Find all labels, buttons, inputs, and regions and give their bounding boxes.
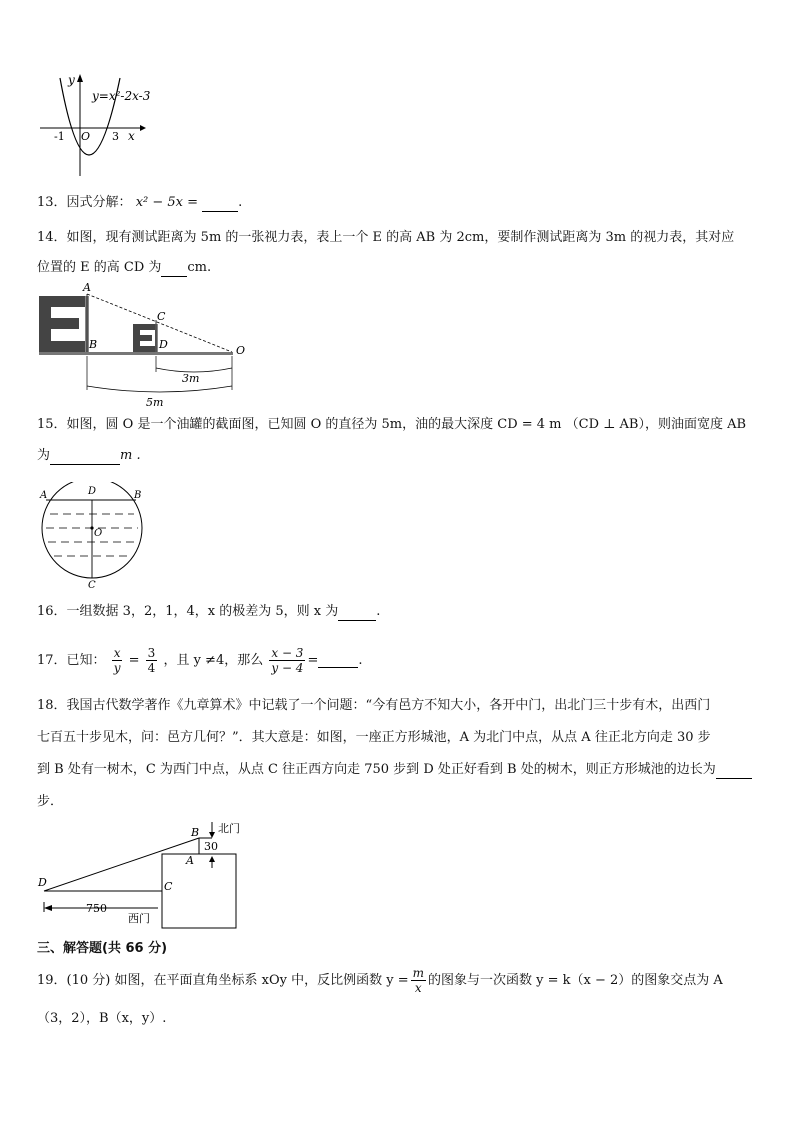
q17-tail: = xyxy=(307,653,319,668)
tick-neg1: -1 xyxy=(54,130,65,143)
city-dist-30: 30 xyxy=(204,840,218,853)
q17-fraction-expr: $\frac{x - 3}{y - 4}$ xyxy=(271,646,304,675)
oil-tank-figure xyxy=(36,482,152,590)
q18-answer-blank[interactable] xyxy=(716,764,752,779)
city-label-B: B xyxy=(191,826,200,839)
question-15-line1: 15．如图，圆 O 是一个油罐的截面图，已知圆 O 的直径为 5m，油的最大深度 CD = 4 m （CD ⊥ AB），则油面宽度 AB xyxy=(37,417,747,432)
tank-label-C: C xyxy=(88,580,96,590)
question-14-line1: 14．如图，现有测试距离为 5m 的一张视力表，表上一个 E 的高 AB 为 2cm，要制作测试距离为 3m 的视力表，其对应 xyxy=(37,230,735,245)
eye-label-O: O xyxy=(236,344,246,357)
parabola-equation: y=x²-2x-3 xyxy=(92,89,151,103)
q14-answer-blank[interactable] xyxy=(161,262,187,277)
q16-suffix: . xyxy=(376,604,381,619)
question-17 xyxy=(37,644,363,680)
tank-label-O: O xyxy=(94,528,103,539)
q19-prefix: 19．(10 分) 如图，在平面直角坐标系 xOy 中，反比例函数 y = xyxy=(37,973,409,988)
section-heading: 三、解答题(共 66 分) xyxy=(37,941,168,956)
question-16 xyxy=(37,603,380,621)
eye-label-A: A xyxy=(83,282,91,294)
city-dist-750: 750 xyxy=(86,902,107,915)
parabola-figure xyxy=(36,72,162,180)
y-axis-label: y xyxy=(68,73,75,87)
q17-fraction-3-over-4: $\frac{3}{4}$ xyxy=(147,646,156,675)
q17-suffix: . xyxy=(358,653,363,668)
eye-label-C: C xyxy=(157,310,166,323)
q16-text: 16．一组数据 3，2，1，4，x 的极差为 5，则 x 为 xyxy=(37,604,339,619)
q13-suffix: . xyxy=(238,195,243,210)
question-18-line1: 18．我国古代数学著作《九章算术》中记载了一个问题：“今有邑方不知大小，各开中门，出北门三十步有木，出西门 xyxy=(37,698,711,713)
question-15-line2 xyxy=(37,447,141,465)
tank-label-A: A xyxy=(40,490,48,501)
q19-suffix: 的图象与一次函数 y = k（x − 2）的图象交点为 A xyxy=(427,973,723,988)
question-18-line4: 步． xyxy=(37,794,64,809)
tank-label-B: B xyxy=(134,490,142,501)
eye-chart-figure xyxy=(36,282,256,410)
question-19-line2: （3，2），B（x，y）. xyxy=(37,1011,167,1026)
q13-expression: x² − 5x = xyxy=(135,195,199,210)
question-13 xyxy=(37,194,242,212)
q17-middle: ，且 y ≠4，那么 xyxy=(163,653,264,668)
q18-line3-text: 到 B 处有一树木，C 为西门中点，从点 C 往正西方向走 750 步到 D 处正好看到 B 处的树木，则正方形城池的边长为 xyxy=(37,762,716,777)
q15-line2-suffix: m . xyxy=(120,448,141,463)
eye-dist-3m: 3m xyxy=(182,372,200,385)
eye-label-D: D xyxy=(159,338,168,351)
question-18-line3 xyxy=(37,761,752,779)
q17-answer-blank[interactable] xyxy=(318,653,358,668)
q17-equals: = xyxy=(128,653,140,668)
city-west-gate: 西门 xyxy=(128,912,150,925)
eye-dist-5m: 5m xyxy=(146,396,164,409)
origin-label: O xyxy=(81,130,91,143)
q14-line2-prefix: 位置的 E 的高 CD 为 xyxy=(37,260,162,275)
city-label-A: A xyxy=(186,854,194,867)
square-city-figure xyxy=(36,818,256,930)
q13-prefix: 13．因式分解： xyxy=(37,195,132,210)
tick-3: 3 xyxy=(112,130,119,143)
question-19-line1 xyxy=(37,964,723,1000)
city-label-D: D xyxy=(38,876,47,889)
question-18-line2: 七百五十步见木，问：邑方几何？”．其大意是：如图，一座正方形城池，A 为北门中点，从点 A 往正北方向走 30 步 xyxy=(37,730,711,745)
q16-answer-blank[interactable] xyxy=(338,606,376,621)
q17-fraction-x-over-y: $\frac{x}{y}$ xyxy=(113,646,121,675)
q13-answer-blank[interactable] xyxy=(202,197,238,212)
q14-line2-suffix: cm. xyxy=(187,260,212,275)
question-14-line2 xyxy=(37,259,211,277)
tank-label-D: D xyxy=(88,486,97,497)
city-label-C: C xyxy=(164,880,173,893)
q15-line2-prefix: 为 xyxy=(37,448,51,463)
city-north-gate: 北门 xyxy=(218,822,240,835)
q19-fraction-m-over-x: $\frac{m}{x}$ xyxy=(412,966,424,995)
q15-answer-blank[interactable] xyxy=(50,450,120,465)
q17-prefix: 17．已知： xyxy=(37,653,106,668)
eye-label-B: B xyxy=(89,338,98,351)
x-axis-label: x xyxy=(128,129,135,143)
